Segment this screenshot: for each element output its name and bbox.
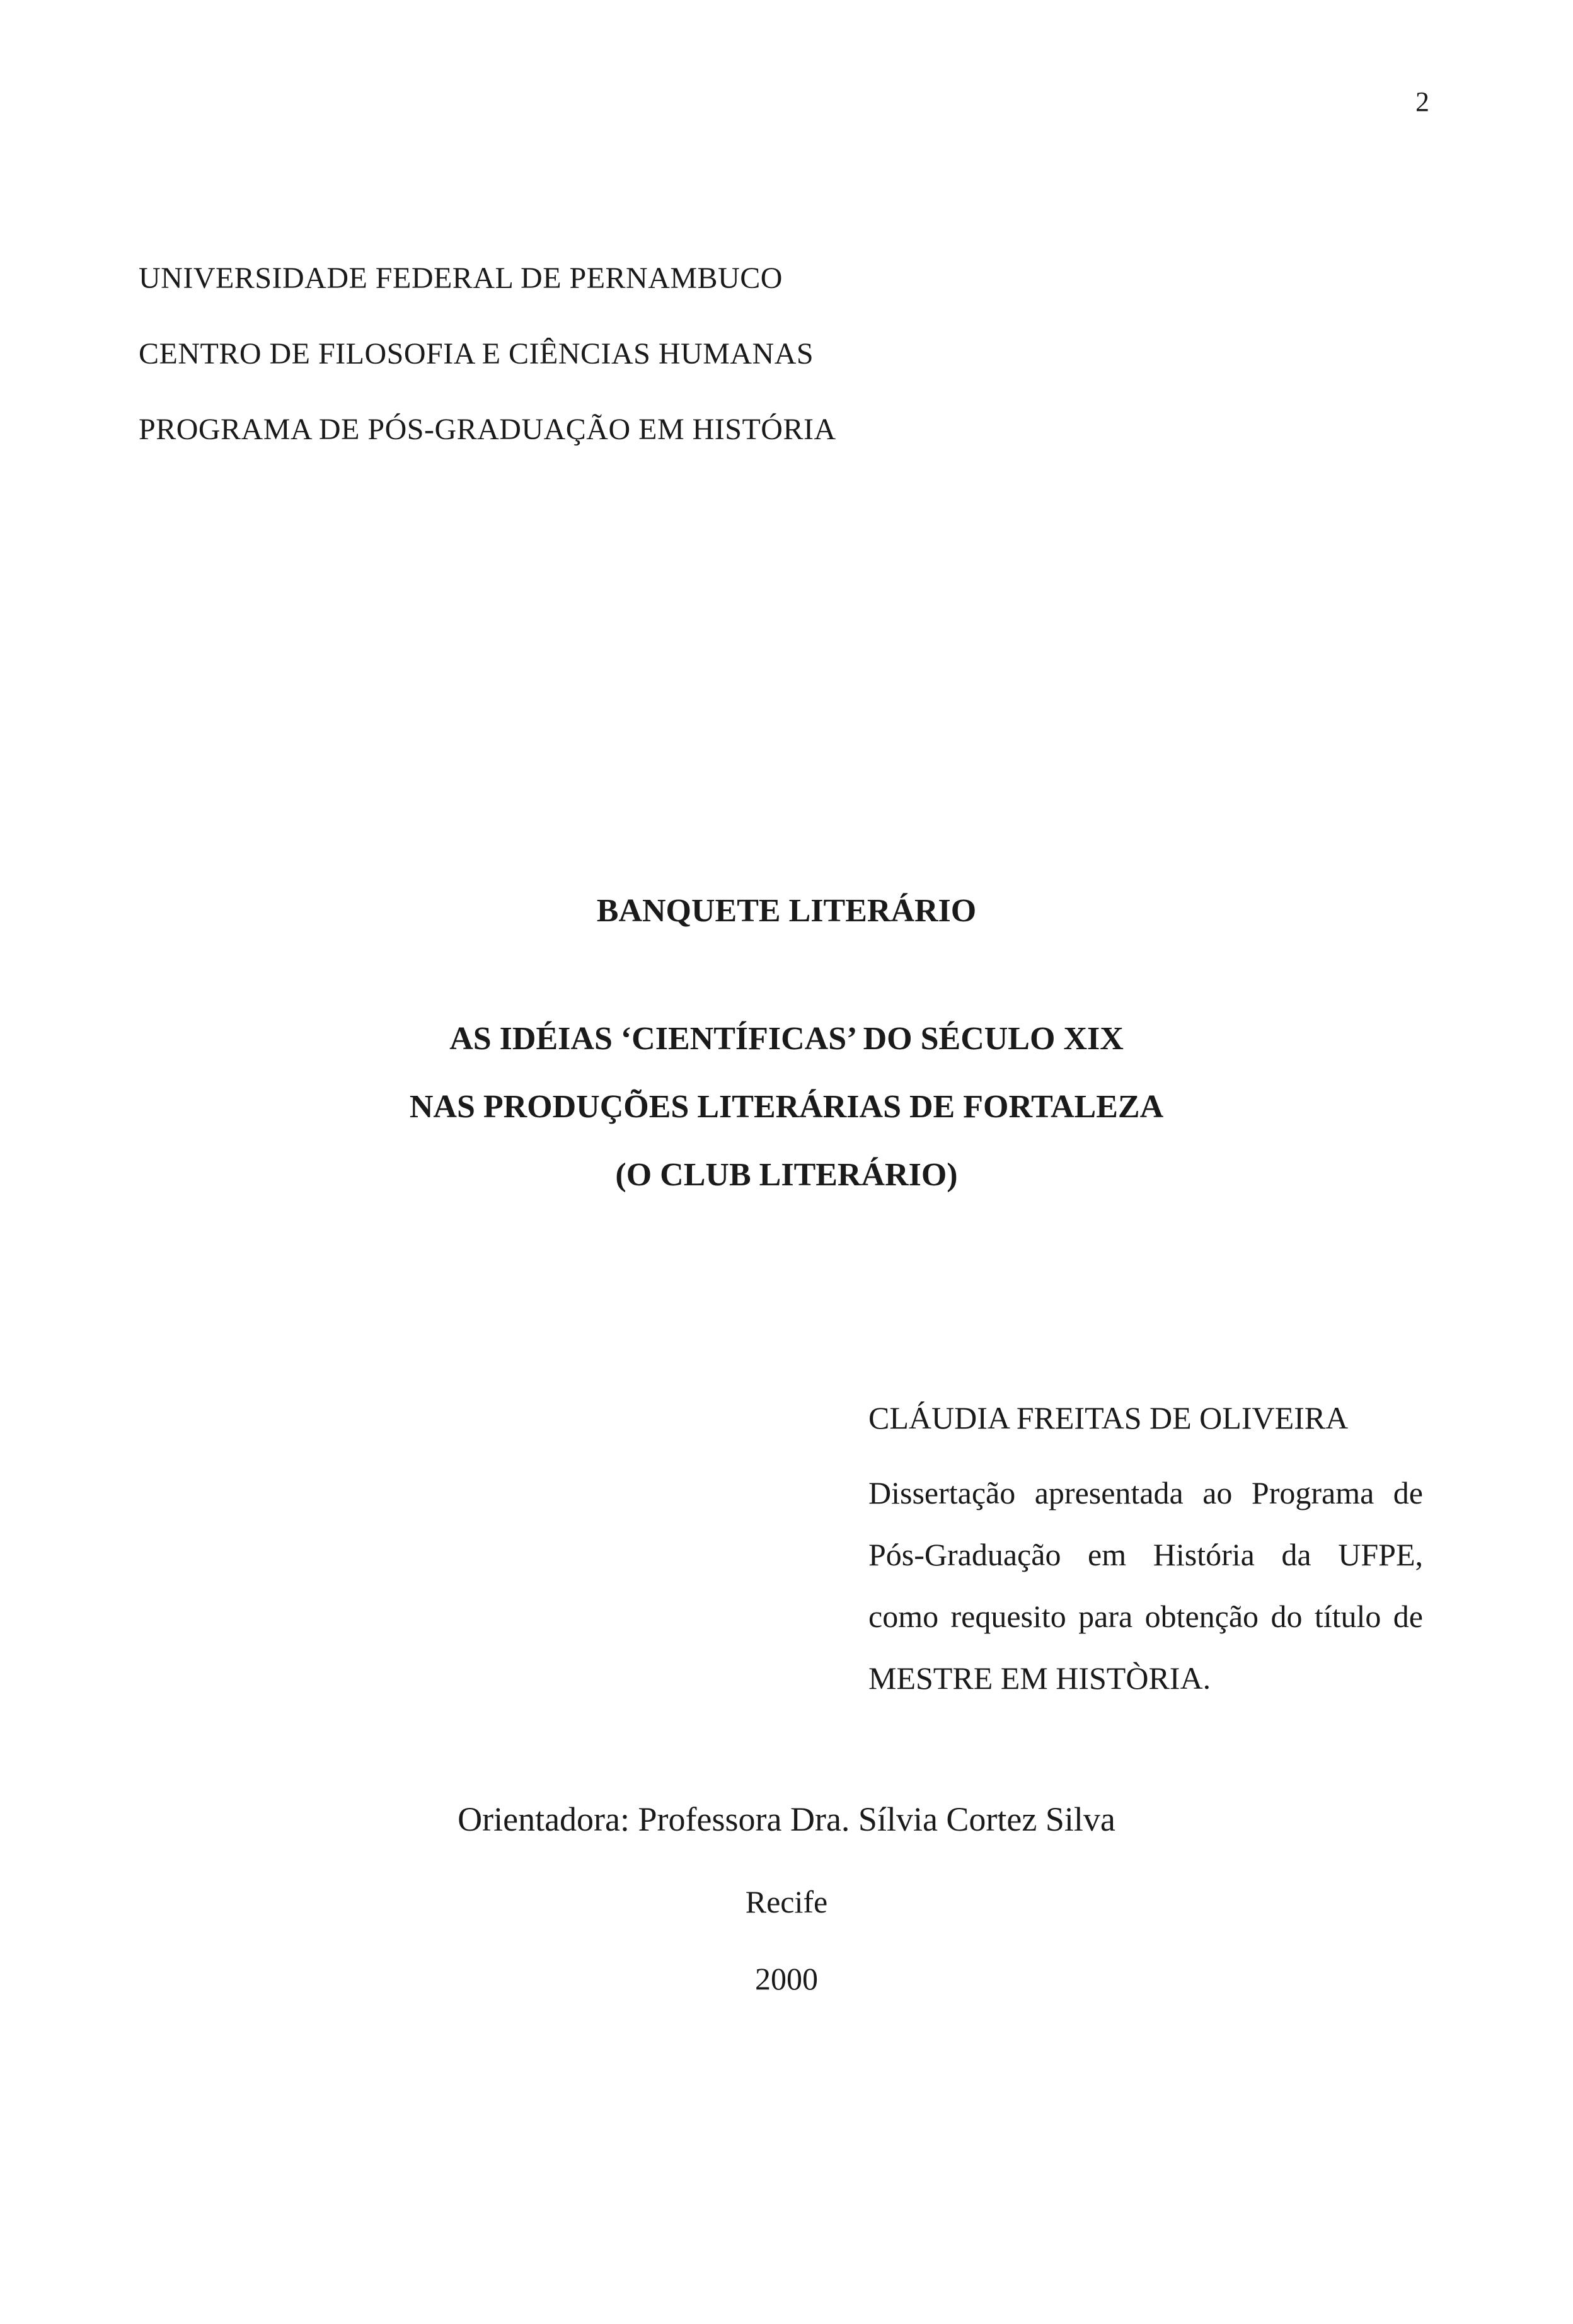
year: 2000 (755, 1961, 818, 1996)
institution-header (139, 263, 836, 490)
main-title: BANQUETE LITERÁRIO (596, 893, 977, 929)
city: Recife (745, 1884, 828, 1919)
dissertation-description: Dissertação apresentada ao Programa de Pós-Graduação em História da UFPE, como requesito para obtenção do título de MESTRE EM HISTÒRIA. (868, 1475, 1423, 1696)
author-name: CLÁUDIA FREITAS DE OLIVEIRA (868, 1400, 1349, 1435)
advisor: Orientadora: Professora Dra. Sílvia Cortez Silva (458, 1800, 1115, 1838)
subtitle (0, 1023, 1573, 1227)
subtitle-line-1: AS IDÉIAS ‘CIENTÍFICAS’ DO SÉCULO XIX (449, 1021, 1124, 1057)
subtitle-line-2: NAS PRODUÇÕES LITERÁRIAS DE FORTALEZA (409, 1089, 1164, 1125)
center-name: CENTRO DE FILOSOFIA E CIÊNCIAS HUMANAS (139, 337, 814, 371)
university-name: UNIVERSIDADE FEDERAL DE PERNAMBUCO (139, 262, 783, 295)
subtitle-line-3: (O CLUB LITERÁRIO) (615, 1157, 958, 1193)
page-number: 2 (1415, 86, 1429, 117)
program-name: PROGRAMA DE PÓS-GRADUAÇÃO EM HISTÓRIA (139, 413, 836, 446)
